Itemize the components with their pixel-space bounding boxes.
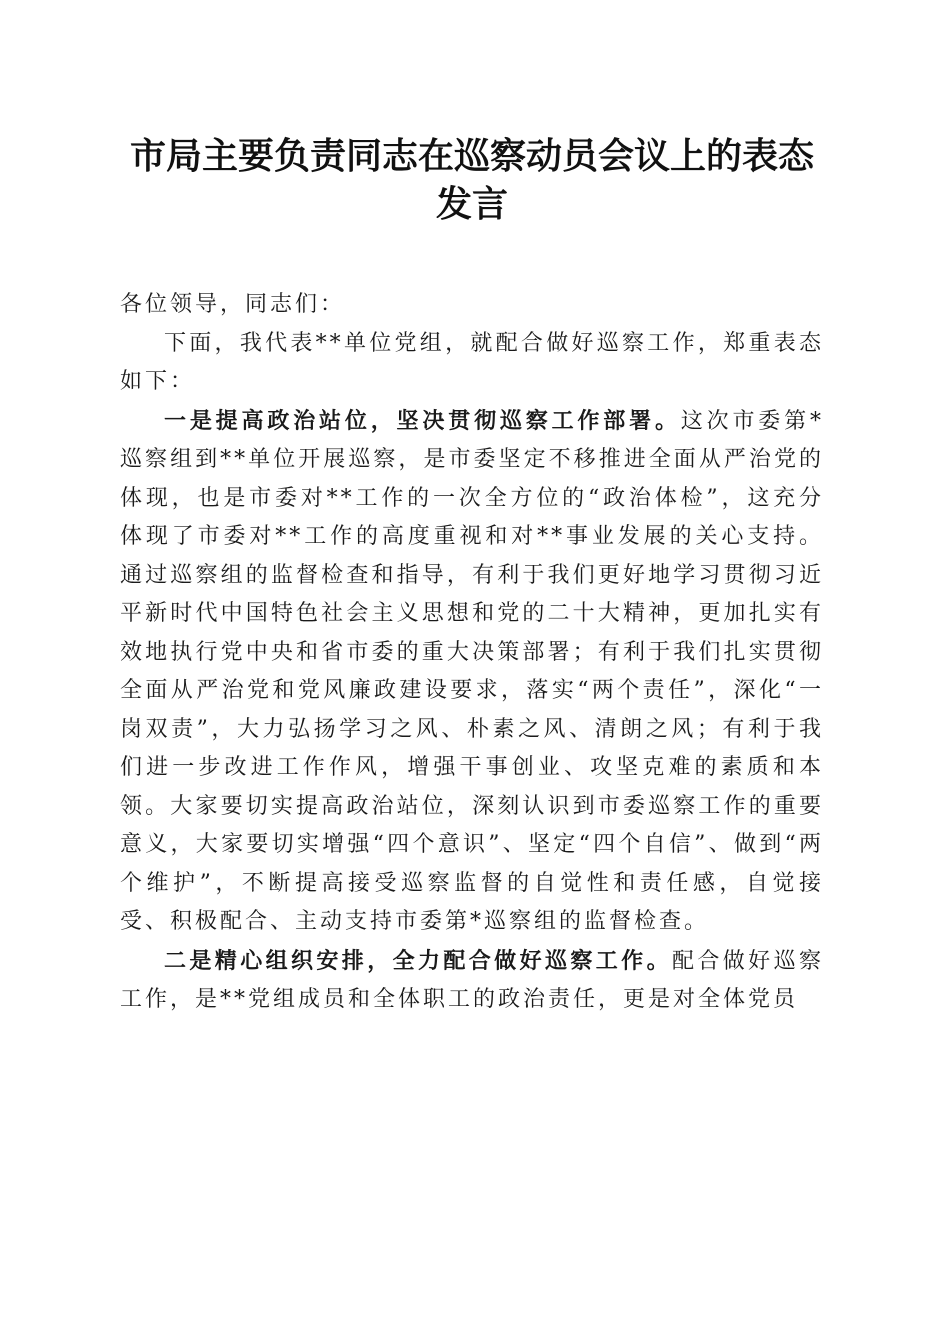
section-2-lead: 二是精心组织安排，全力配合做好巡察工作。 [164, 947, 672, 974]
section-1-lead: 一是提高政治站位，坚决贯彻巡察工作部署。 [164, 407, 681, 434]
document-title: 市局主要负责同志在巡察动员会议上的表态发言 [129, 135, 814, 225]
section-2-paragraph [120, 942, 824, 1020]
section-2-text: 配合做好巡察工作，是**党组成员和全体职工的政治责任，更是对全体党员 [120, 948, 824, 1012]
document-body [120, 286, 824, 1020]
salutation: 各位领导，同志们： [120, 292, 346, 317]
document-page [120, 132, 824, 1020]
section-1-text: 这次市委第*巡察组到**单位开展巡察，是市委坚定不移推进全面从严治党的体现，也是市委对**工作的一次全方位的“政治体检”，这充分体现了市委对**工作的高度重视和对**事业发展的关心支持。通过巡察组的监督检查和指导，有利于我们更好地学习贯彻习近平新时代中国特色社会主义思想和党的二十大精神，更加扎实有效地执行党中央和省市委的重大决策部署；有利于我们扎实贯彻全面从严治党和党风廉政建设要求，落实“两个责任”，深化“一岗双责”，大力弘扬学习之风、朴素之风、清朗之风；有利于我们进一步改进工作作风，增强干事创业、攻坚克难的素质和本领。大家要切实提高政治站位，深刻认识到市委巡察工作的重要意义，大家要切实增强“四个意识”、坚定“四个自信”、做到“两个维护”，不断提高接受巡察监督的自觉性和责任感，自觉接受、积极配合、主动支持市委第*巡察组的监督检查。 [120, 408, 824, 934]
section-1-paragraph [120, 402, 824, 942]
intro-paragraph: 下面，我代表**单位党组，就配合做好巡察工作，郑重表态如下： [120, 330, 824, 394]
